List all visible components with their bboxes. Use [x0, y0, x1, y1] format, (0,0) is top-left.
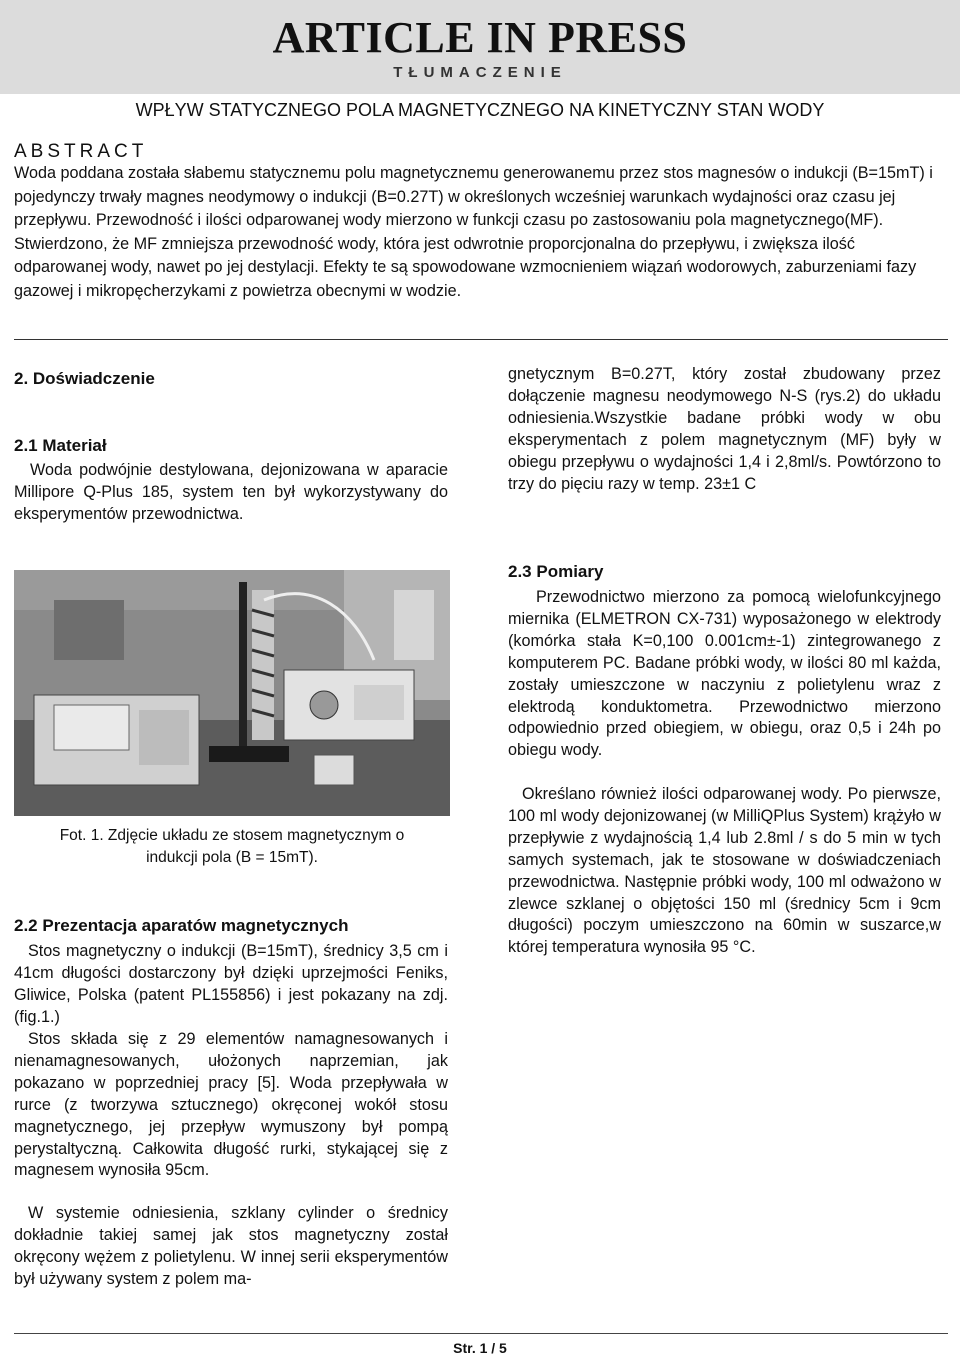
- section-2-heading: 2. Doświadczenie: [14, 369, 155, 388]
- section-2-1-text: Woda podwójnie destylowana, dejonizowana w aparacie Millipore Q-Plus 185, system ten był wykorzystywany do eksperymentów przewodnictwa.: [14, 461, 448, 523]
- apparatus-photo: [14, 570, 450, 816]
- apparatus-photo-image: [14, 570, 450, 816]
- section-2-3-paragraph-2: Określano również ilości odparowanej wody. Po pierwsze, 100 ml wody dejonizowanej (w MilliQPlus System) krążyło w przepływie z wydajnością 1,4 lub 2.8ml / s do 5 min w tych samych systemach, jak te stosowane w doświadczeniach przewodnictwa. Następnie próbki wody, 100 ml odważono w zlewce szklanej o objętości 150 ml (średnicy 5cm i 9cm długości) poczym umieszczono na 60min w suszarce,w której temperatura wynosiła 95 °C.: [508, 785, 941, 957]
- page-number: Str. 1 / 5: [453, 1340, 507, 1356]
- right-column-paragraph-1: gnetycznym B=0.27T, który został zbudowany przez dołączenie magnesu neodymowego N-S (rys.2) do układu odniesienia.Wszystkie badane próbki wody w obu eksperymentach z polem magnetycznym (MF) były w obiegu przepływu o wydajności 1,4 i 2,8ml/s. Powtórzono to trzy do pięciu razy w temp. 23±1 C: [508, 365, 941, 493]
- footer-divider: [14, 1333, 948, 1334]
- section-2-3-paragraph-1: Przewodnictwo mierzono za pomocą wielofunkcyjnego miernika (ELMETRON CX-731) wyposażonego w elektrody (komórka stała K=0,100 0.001cm±-1) zintegrowanego z komputerem PC. Badane próbki wody, w ilości 80 ml każda, zostały umieszczone w naczyniu z polietylenu wraz z elektrodą konduktometra. Przewodnictwo mierzono odpowiednio przed obiegiem, w obiegu, oraz 0,5 i 24h po obiegu wody.: [508, 588, 941, 760]
- figure-caption-line-1: Fot. 1. Zdjęcie układu ze stosem magnetycznym o: [59, 827, 405, 844]
- figure-caption: [14, 825, 450, 869]
- abstract-text: Woda poddana została słabemu statycznemu polu magnetycznemu generowanemu przez stos magnesów o indukcji (B=15mT) i pojedynczy trwały magnes neodymowy o indukcji (B=0.27T) w określonych wcześniej warunkach wydajności oraz czasu jej przepływu. Przewodność i ilości odparowanej wody mierzono w funkcji czasu po zastosowaniu pola magnetycznego(MF). Stwierdzono, że MF zmniejsza przewodność wody, która jest odwrotnie proporcjonalna do przepływu, i zwiększa ilość odparowanej wody, nawet po jej destylacji. Efekty te są spowodowane wzmocnieniem wiązań wodorowych, zaburzeniami fazy gazowej i mikropęcherzykami z powietrza obecnymi w wodzie.: [14, 164, 933, 300]
- article-in-press-banner: [0, 0, 960, 94]
- figure-caption-line-2: indukcji pola (B = 15mT).: [146, 849, 318, 866]
- article-title: WPŁYW STATYCZNEGO POLA MAGNETYCZNEGO NA KINETYCZNY STAN WODY: [135, 100, 825, 120]
- section-2-3-heading: 2.3 Pomiary: [508, 562, 604, 581]
- section-2-2-paragraph-1: Stos magnetyczny o indukcji (B=15mT), średnicy 3,5 cm i 41cm długości dostarczony był dzięki uprzejmości Feniks, Gliwice, Polska (patent PL155856) i jest pokazany na zdj.(fig.1.): [14, 942, 448, 1026]
- section-2-2-paragraph-3: W systemie odniesienia, szklany cylinder o średnicy dokładnie takiej samej jak stos magnetyczny został okręcony wężem z polietylenu. W innej serii eksperymentów był używany system z polem ma-: [14, 1204, 448, 1288]
- section-2-2-paragraph-2: Stos składa się z 29 elementów namagnesowanych i nienamagnesowanych, ułożonych naprzemian, jak pokazano w poprzedniej pracy [5]. Woda przepływała w rurce (z tworzywa sztucznego) okręconej wokół stosu magnetycznego, jej przepływ wymuszony był pompą perystaltyczną. Całkowita długość rurki, stykającej się z magnesem wynosiła 95cm.: [14, 1030, 448, 1180]
- banner-title: ARTICLE IN PRESS: [272, 13, 688, 62]
- section-divider: [14, 339, 948, 340]
- section-2-2-heading: 2.2 Prezentacja aparatów magnetycznych: [14, 916, 349, 935]
- section-2-1-heading: 2.1 Materiał: [14, 436, 107, 455]
- banner-subtitle: TŁUMACZENIE: [393, 64, 567, 81]
- abstract-heading: ABSTRACT: [14, 141, 148, 162]
